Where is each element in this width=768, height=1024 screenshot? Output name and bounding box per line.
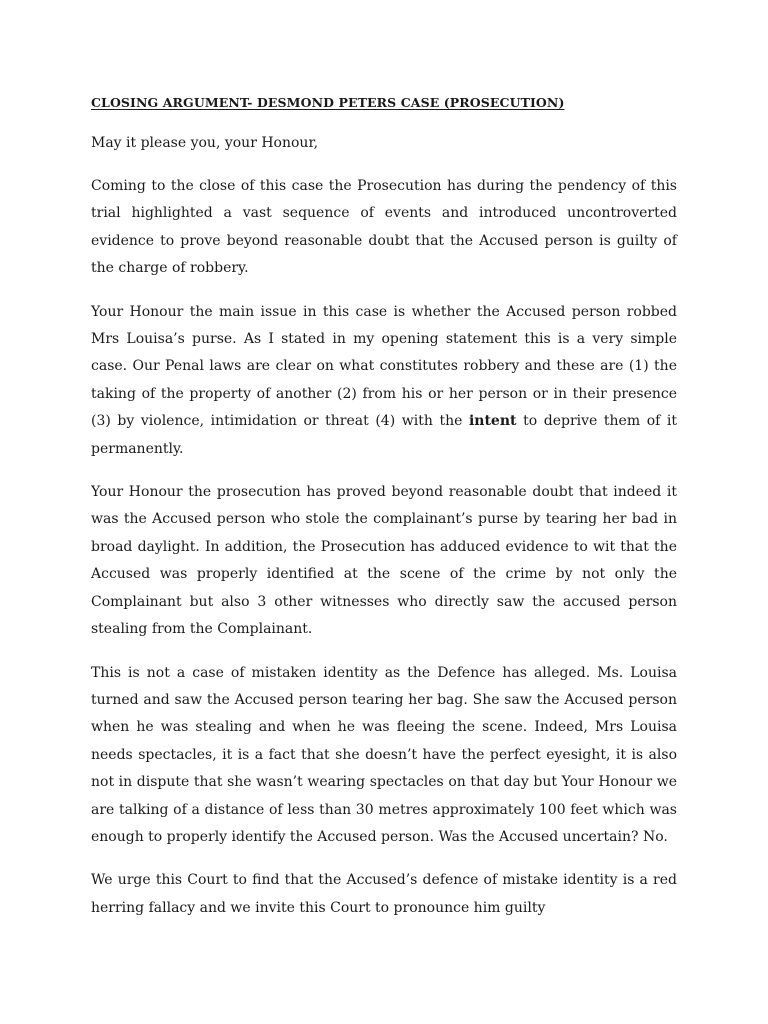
salutation: May it please you, your Honour, [91, 135, 319, 151]
paragraph-proof: Your Honour the prosecution has proved beyond reasonable doubt that indeed it was the Accused person who stole the complainant’s purse by tearing her bad in broad daylight. In addition, the Prosecution has adduced evidence to wit that the Accused was properly identified at the scene of the crime by not only the Complainant but also 3 other witnesses who directly saw the accused person stealing from the Complainant. [91, 484, 677, 638]
paragraph-identity: This is not a case of mistaken identity as the Defence has alleged. Ms. Louisa turned and saw the Accused person tearing her bag. She saw the Accused person when he was stealing and when he was fleeing the scene. Indeed, Mrs Louisa needs spectacles, it is a fact that she doesn’t have the perfect eyesight, it is also not in dispute that she wasn’t wearing spectacles on that day but Your Honour we are talking of a distance of less than 30 metres approximately 100 feet which was enough to properly identify the Accused person. Was the Accused uncertain? No. [91, 664, 677, 845]
document-body [91, 92, 677, 922]
paragraph-main-issue-text-start: Your Honour the main issue in this case is whether the Accused person robbed Mrs Louisa’s purse. As I stated in my opening statement this is a very simple case. Our Penal laws are clear on what constitutes robbery and these are (1) the taking of the property of another (2) from his or her person or in their presence (3) by violence, intimidation or threat (4) with the [91, 303, 677, 430]
intent-emphasis: intent [468, 413, 517, 430]
paragraph-opening: Coming to the close of this case the Prosecution has during the pendency of this trial highlighted a vast sequence of events and introduced uncontroverted evidence to prove beyond reasonable doubt that the Accused person is guilty of the charge of robbery. [91, 178, 677, 277]
document-title: CLOSING ARGUMENT- DESMOND PETERS CASE (PROSECUTION) [91, 95, 565, 110]
paragraph-main-issue-text-end: to deprive them of it permanently. [91, 413, 677, 457]
paragraph-main-issue [91, 299, 677, 463]
paragraph-conclusion: We urge this Court to find that the Accused’s defence of mistake identity is a red herring fallacy and we invite this Court to pronounce him guilty [91, 872, 677, 916]
